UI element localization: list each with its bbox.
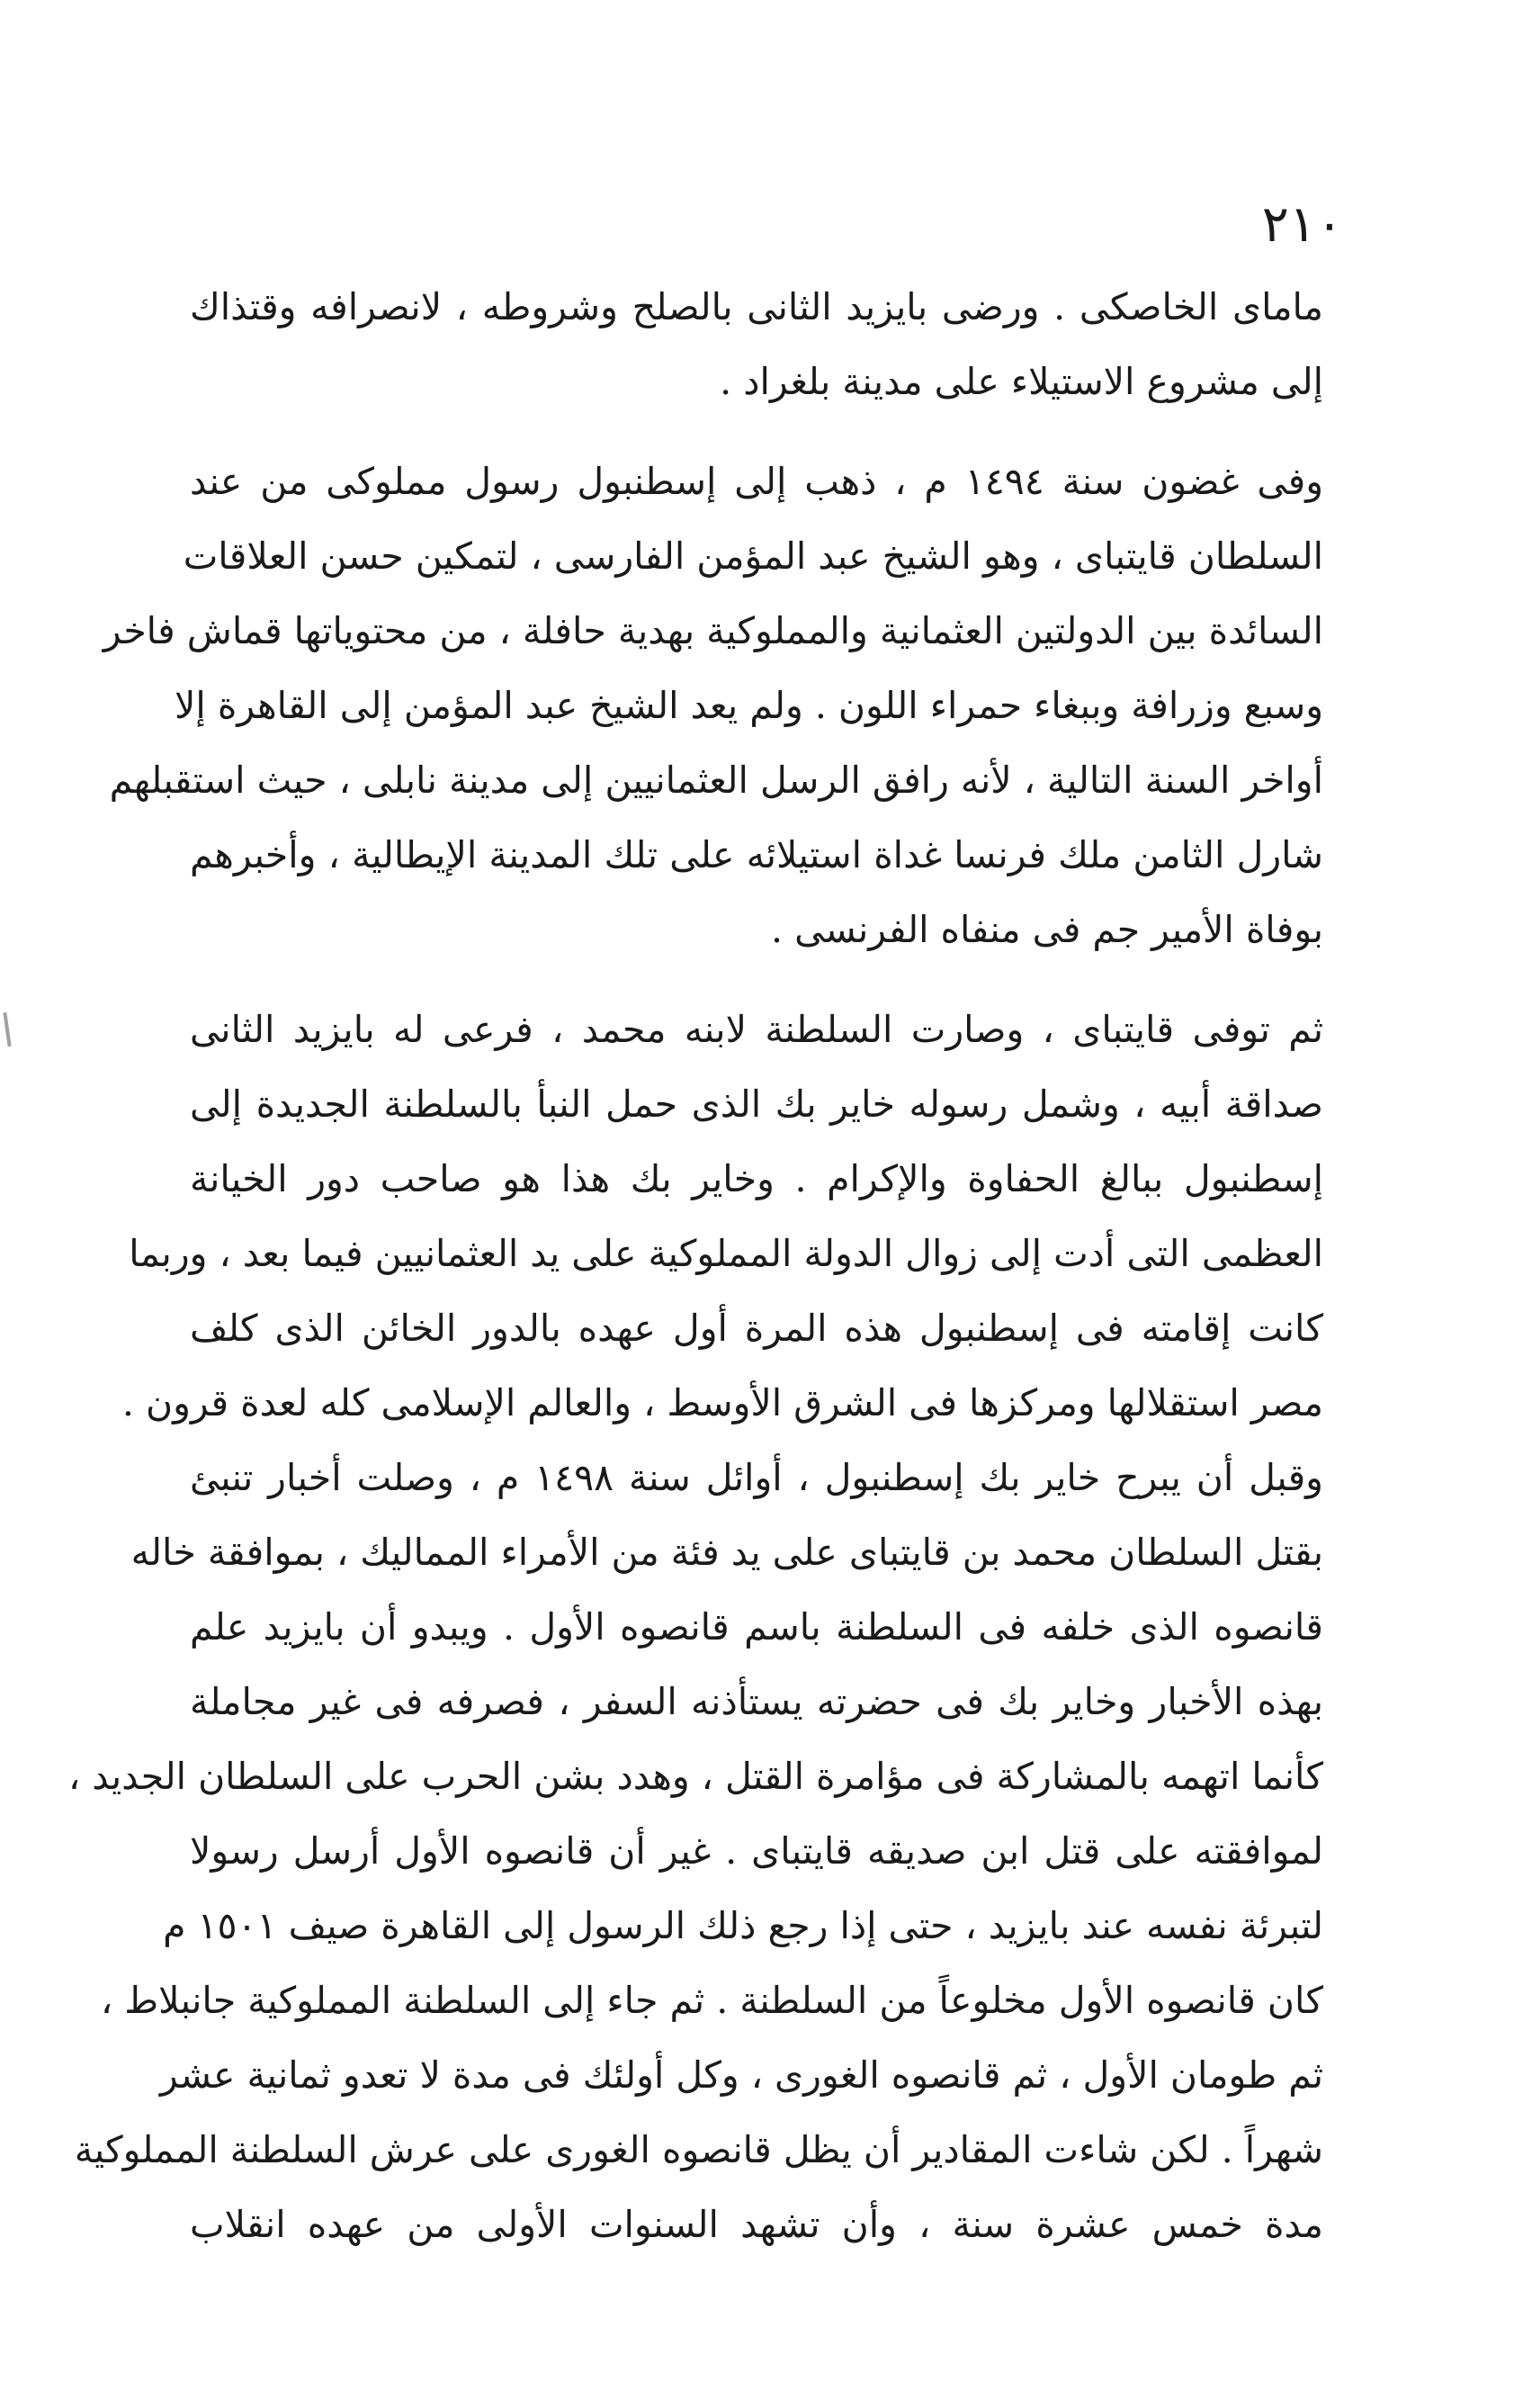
text-line: بوفاة الأمير جم فى منفاه الفرنسى . bbox=[771, 908, 1323, 951]
body-text bbox=[67, 270, 1323, 2262]
paragraph-3 bbox=[67, 993, 1323, 2262]
text-line: كأنما اتهمه بالمشاركة فى مؤامرة القتل ، وهدد بشن الحرب على السلطان الجديد ، bbox=[67, 1755, 1323, 1798]
text-line: صداقة أبيه ، وشمل رسوله خاير بك الذى حمل النبأ بالسلطنة الجديدة إلى bbox=[190, 1083, 1323, 1126]
text-line: شهراً . لكن شاءت المقادير أن يظل قانصوه الغورى على عرش السلطنة المملوكية bbox=[74, 2128, 1323, 2171]
text-line: ثم طومان الأول ، ثم قانصوه الغورى ، وكل أولئك فى مدة لا تعدو ثمانية عشر bbox=[159, 2053, 1323, 2097]
text-line: بهذه الأخبار وخاير بك فى حضرته يستأذنه السفر ، فصرفه فى غير مجاملة bbox=[190, 1680, 1323, 1723]
text-line: السلطان قايتباى ، وهو الشيخ عبد المؤمن الفارسى ، لتمكين حسن العلاقات bbox=[183, 535, 1323, 578]
text-line: العظمى التى أدت إلى زوال الدولة المملوكية على يد العثمانيين فيما بعد ، وربما bbox=[129, 1232, 1323, 1275]
text-line: كانت إقامته فى إسطنبول هذه المرة أول عهده بالدور الخائن الذى كلف bbox=[190, 1307, 1323, 1350]
text-line: ثم توفى قايتباى ، وصارت السلطنة لابنه محمد ، فرعى له بايزيد الثانى bbox=[190, 1008, 1323, 1051]
text-line: لتبرئة نفسه عند بايزيد ، حتى إذا رجع ذلك الرسول إلى القاهرة صيف ١٥٠١ م bbox=[163, 1904, 1323, 1947]
paragraph-gap bbox=[190, 419, 1323, 445]
paragraph-gap bbox=[190, 967, 1323, 993]
text-line: السائدة بين الدولتين العثمانية والمملوكية بهدية حافلة ، من محتوياتها قماش فاخر bbox=[103, 609, 1323, 652]
text-line: ماماى الخاصكى . ورضى بايزيد الثانى بالصلح وشروطه ، لانصرافه وقتذاك bbox=[190, 285, 1323, 328]
text-line: أواخر السنة التالية ، لأنه رافق الرسل العثمانيين إلى مدينة نابلى ، حيث استقبلهم bbox=[109, 759, 1323, 802]
paragraph-1 bbox=[190, 270, 1323, 419]
text-line: بقتل السلطان محمد بن قايتباى على يد فئة من الأمراء المماليك ، بموافقة خاله bbox=[130, 1531, 1323, 1574]
text-line: إسطنبول ببالغ الحفاوة والإكرام . وخاير بك هذا هو صاحب دور الخيانة bbox=[190, 1157, 1323, 1200]
text-line: كان قانصوه الأول مخلوعاً من السلطنة . ثم جاء إلى السلطنة المملوكية جانبلاط ، bbox=[100, 1979, 1323, 2022]
paragraph-2 bbox=[103, 445, 1323, 967]
text-line: وسبع وزرافة وببغاء حمراء اللون . ولم يعد الشيخ عبد المؤمن إلى القاهرة إلا bbox=[175, 684, 1323, 727]
text-line: وقبل أن يبرح خاير بك إسطنبول ، أوائل سنة ١٤٩٨ م ، وصلت أخبار تنبئ bbox=[190, 1456, 1323, 1499]
text-line: مصر استقلالها ومركزها فى الشرق الأوسط ، والعالم الإسلامى كله لعدة قرون . bbox=[121, 1381, 1323, 1424]
text-line: قانصوه الذى خلفه فى السلطنة باسم قانصوه الأول . ويبدو أن بايزيد علم bbox=[190, 1605, 1323, 1649]
scan-mark bbox=[3, 1012, 11, 1047]
text-line: إلى مشروع الاستيلاء على مدينة بلغراد . bbox=[720, 360, 1323, 403]
text-line: وفى غضون سنة ١٤٩٤ م ، ذهب إلى إسطنبول رسول مملوكى من عند bbox=[190, 460, 1323, 503]
text-line: لموافقته على قتل ابن صديقه قايتباى . غير أن قانصوه الأول أرسل رسولا bbox=[190, 1829, 1323, 1873]
page-number: ٢١٠ bbox=[1261, 195, 1343, 254]
text-line: شارل الثامن ملك فرنسا غداة استيلائه على تلك المدينة الإيطالية ، وأخبرهم bbox=[190, 833, 1323, 876]
text-line: مدة خمس عشرة سنة ، وأن تشهد السنوات الأولى من عهده انقلاب bbox=[190, 2203, 1323, 2246]
